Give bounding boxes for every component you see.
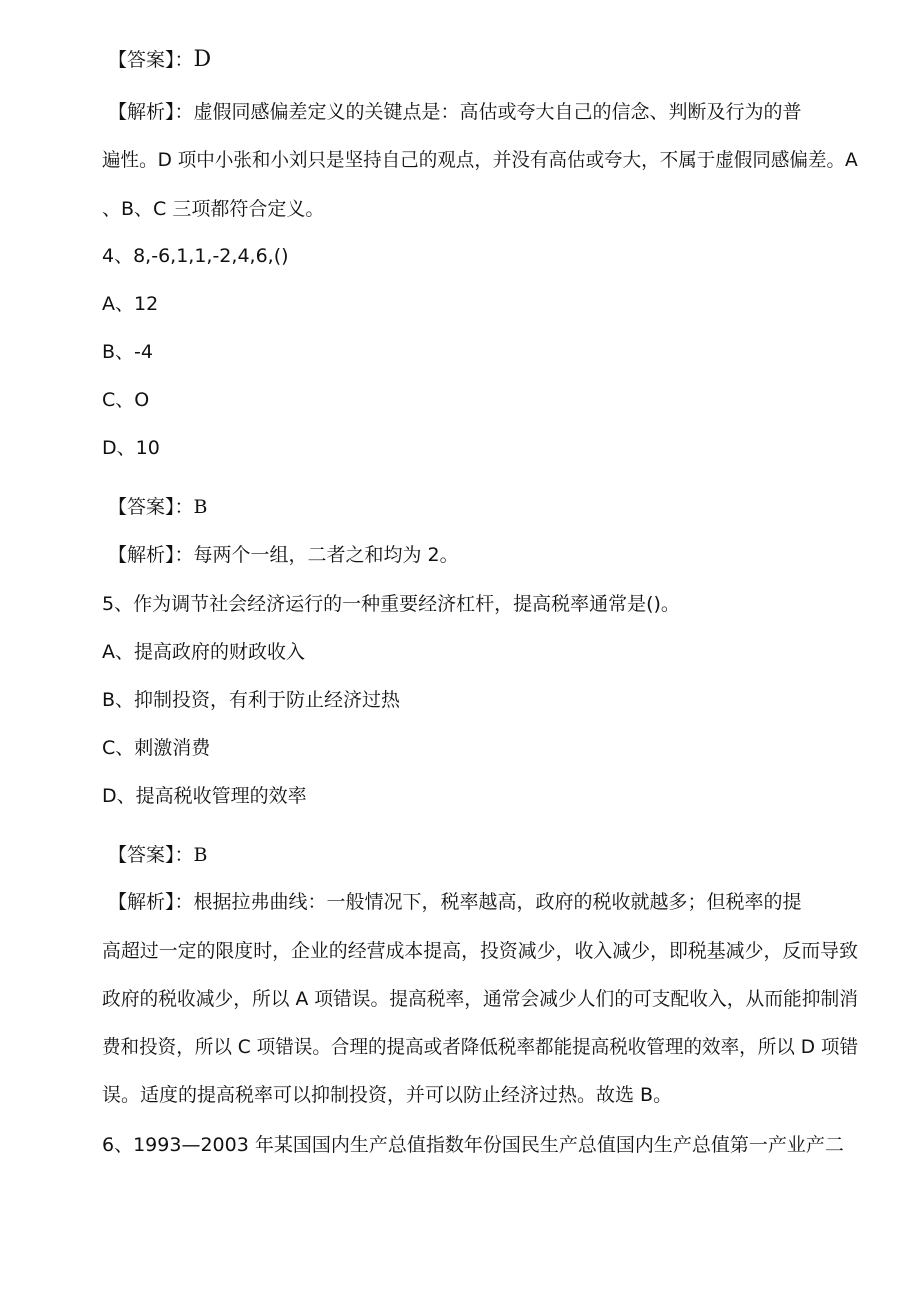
- analysis-line: 【解析】：根据拉弗曲线：一般情况下，税率越高，政府的税收就越多；但税率的提: [108, 891, 802, 913]
- answer-line: [108, 495, 207, 519]
- analysis-line: 高超过一定的限度时，企业的经营成本提高，投资减少，收入减少，即税基减少，反而导致: [102, 940, 858, 962]
- analysis-line: 【解析】：虚假同感偏差定义的关键点是：高估或夸大自己的信念、判断及行为的普: [108, 101, 802, 123]
- answer-value: B: [193, 844, 208, 866]
- analysis-line: 误。适度的提高税率可以抑制投资，并可以防止经济过热。故选 B。: [102, 1084, 673, 1106]
- answer-label: 【答案】：: [108, 844, 194, 866]
- analysis-line: 、B、C 三项都符合定义。: [102, 198, 325, 220]
- option-a: A、提高政府的财政收入: [102, 641, 305, 663]
- option-b: B、抑制投资，有利于防止经济过热: [102, 689, 401, 711]
- answer-label: 【答案】：: [108, 49, 194, 71]
- answer-value: D: [193, 47, 212, 72]
- analysis-line: 【解析】：每两个一组，二者之和均为 2。: [108, 544, 459, 566]
- analysis-line: 费和投资，所以 C 项错误。合理的提高或者降低税率都能提高税收管理的效率，所以 D 项错: [102, 1036, 859, 1058]
- answer-value: B: [193, 496, 208, 518]
- option-c: C、O: [102, 389, 150, 411]
- analysis-line: 政府的税收减少，所以 A 项错误。提高税率，通常会减少人们的可支配收入，从而能抑制消: [102, 988, 859, 1010]
- option-b: B、-4: [102, 341, 153, 363]
- option-d: D、提高税收管理的效率: [102, 785, 307, 807]
- answer-line: [108, 48, 211, 72]
- analysis-line: 遍性。D 项中小张和小刘只是坚持自己的观点，并没有高估或夸大，不属于虚假同感偏差。A: [102, 149, 858, 171]
- answer-line: [108, 843, 207, 867]
- answer-label: 【答案】：: [108, 496, 194, 518]
- option-d: D、10: [102, 437, 160, 459]
- option-a: A、12: [102, 293, 159, 315]
- question-text: 5、作为调节社会经济运行的一种重要经济杠杆，提高税率通常是()。: [102, 593, 680, 615]
- option-c: C、刺激消费: [102, 737, 211, 759]
- question-text: 6、1993—2003 年某国国内生产总值指数年份国民生产总值国内生产总值第一产业产二: [102, 1134, 844, 1156]
- question-text: 4、8,-6,1,1,-2,4,6,(): [102, 245, 289, 267]
